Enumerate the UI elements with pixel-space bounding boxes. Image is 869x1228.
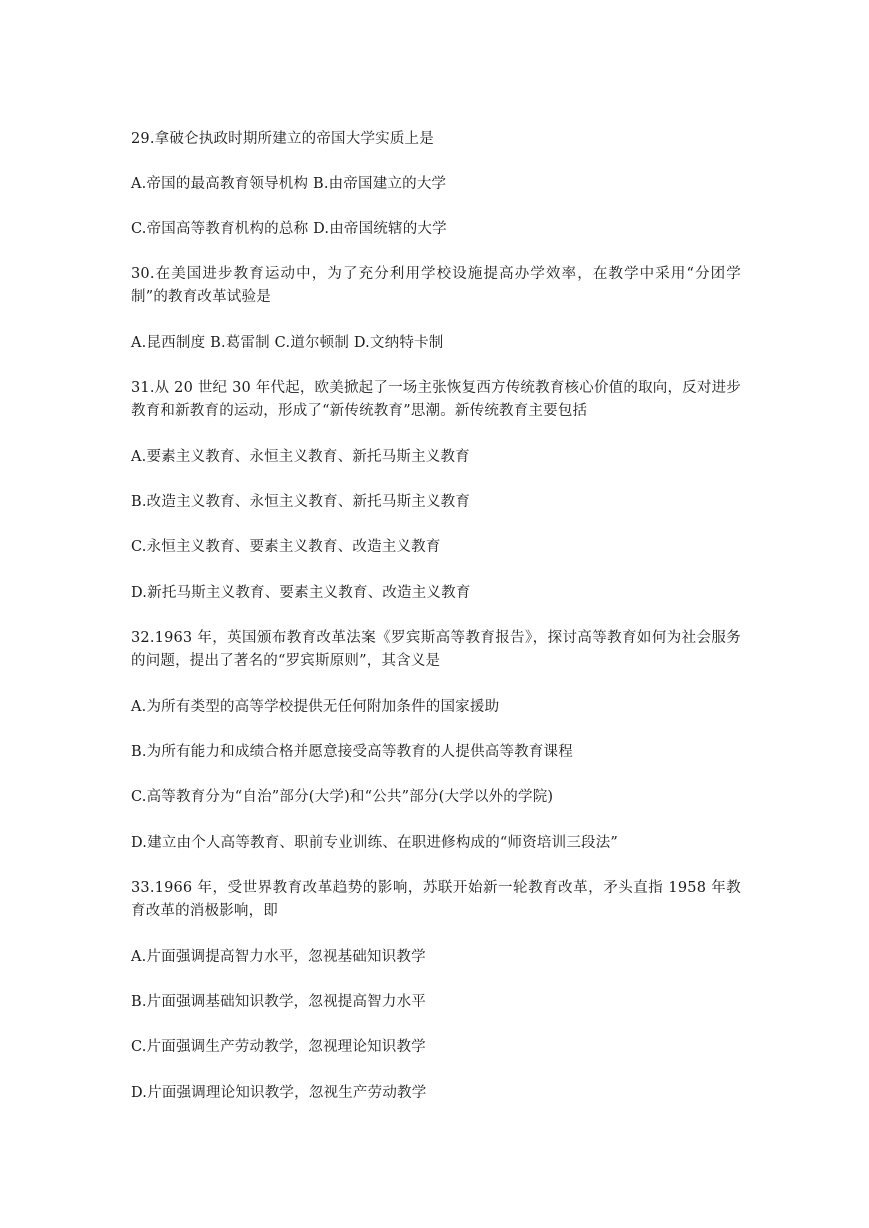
question-31-option-d: D.新托马斯主义教育、要素主义教育、改造主义教育	[131, 585, 471, 601]
question-32-option-a: A.为所有类型的高等学校提供无任何附加条件的国家援助	[131, 699, 500, 715]
question-31-option-b: B.改造主义教育、永恒主义教育、新托马斯主义教育	[131, 494, 471, 510]
question-32-stem: 32.1963 年，英国颁布教育改革法案《罗宾斯高等教育报告》，探讨高等教育如何为社会服务的问题，提出了著名的“罗宾斯原则”，其含义是	[131, 630, 741, 669]
question-32-option-c: C.高等教育分为“自治”部分(大学)和“公共”部分(大学以外的学院)	[131, 789, 554, 805]
question-29-options-cd: C.帝国高等教育机构的总称 D.由帝国统辖的大学	[131, 221, 447, 237]
question-31-stem: 31.从 20 世纪 30 年代起，欧美掀起了一场主张恢复西方传统教育核心价值的取向，反对进步教育和新教育的运动，形成了“新传统教育”思潮。新传统教育主要包括	[131, 380, 741, 419]
question-33-stem: 33.1966 年，受世界教育改革趋势的影响，苏联开始新一轮教育改革，矛头直指 1958 年教育改革的消极影响，即	[131, 880, 741, 919]
question-30-stem: 30.在美国进步教育运动中，为了充分利用学校设施提高办学效率，在教学中采用“分团学制”的教育改革试验是	[131, 266, 741, 305]
question-31-option-c: C.永恒主义教育、要素主义教育、改造主义教育	[131, 539, 441, 555]
question-33-option-d: D.片面强调理论知识教学，忽视生产劳动教学	[131, 1085, 427, 1101]
question-31-option-a: A.要素主义教育、永恒主义教育、新托马斯主义教育	[131, 449, 470, 465]
question-30-options: A.昆西制度 B.葛雷制 C.道尔顿制 D.文纳特卡制	[131, 335, 444, 351]
question-29-options-ab: A.帝国的最高教育领导机构 B.由帝国建立的大学	[131, 176, 447, 192]
question-33-option-b: B.片面强调基础知识教学，忽视提高智力水平	[131, 994, 426, 1010]
question-32-option-b: B.为所有能力和成绩合格并愿意接受高等教育的人提供高等教育课程	[131, 744, 573, 760]
question-29-stem: 29.拿破仑执政时期所建立的帝国大学实质上是	[131, 131, 434, 147]
question-33-option-c: C.片面强调生产劳动教学，忽视理论知识教学	[131, 1039, 426, 1055]
question-33-option-a: A.片面强调提高智力水平，忽视基础知识教学	[131, 949, 426, 965]
question-32-option-d: D.建立由个人高等教育、职前专业训练、在职进修构成的“师资培训三段法”	[131, 835, 619, 851]
